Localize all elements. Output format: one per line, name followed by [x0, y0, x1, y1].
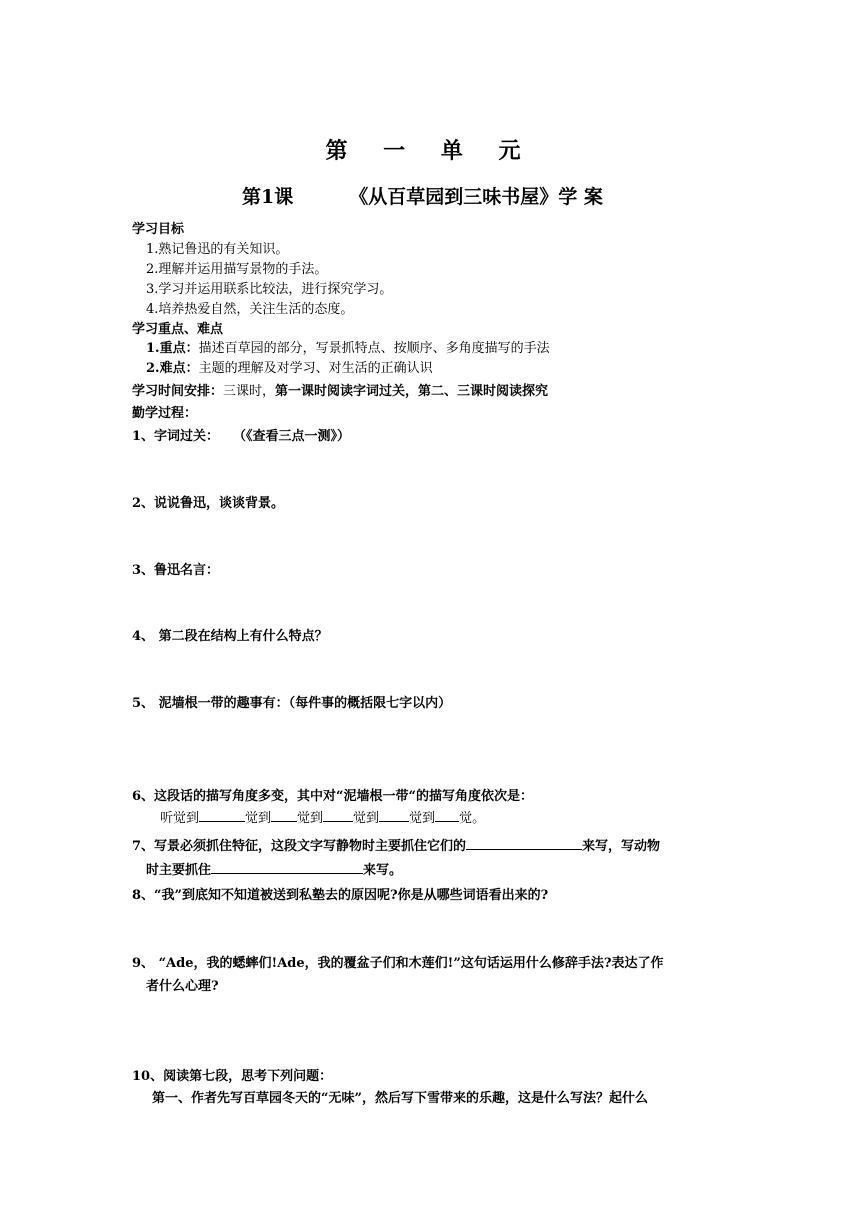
answer-blank[interactable] [466, 837, 582, 850]
focus-line [146, 337, 550, 356]
question-6-fill-line: 听觉到 觉到 觉到 觉到 觉到 觉。 [160, 811, 486, 826]
objective-item: 2.理解并运用描写景物的手法。 [146, 262, 328, 277]
answer-blank[interactable] [435, 809, 459, 822]
unit-title: 第 一 单 元 [325, 138, 535, 164]
answer-blank[interactable] [199, 809, 245, 822]
lesson-title [242, 182, 603, 209]
answer-blank[interactable] [271, 809, 297, 822]
objective-item: 3.学习并运用联系比较法，进行探究学习。 [146, 282, 393, 297]
question-8: 8、“我”到底知不知道被送到私塾去的原因呢?你是从哪些词语看出来的? [132, 888, 549, 903]
question-4: 4、 第二段在结构上有什么特点？ [132, 629, 328, 644]
objective-item: 1.熟记鲁迅的有关知识。 [146, 242, 289, 257]
question-5: 5、 泥墙根一带的趣事有：（每件事的概括限七字以内） [132, 696, 452, 711]
answer-blank[interactable] [379, 809, 409, 822]
question-2: 2、说说鲁迅，谈谈背景。 [132, 496, 285, 511]
answer-blank[interactable] [323, 809, 353, 822]
question-10-heading: 10、阅读第七段，思考下列问题： [132, 1069, 333, 1084]
key-points-heading: 学习重点、难点 [132, 322, 224, 337]
question-7-line-2: 时主要抓住 来写。 [146, 863, 403, 878]
schedule-label: 学习时间安排： [132, 384, 224, 399]
difficulty-line [146, 357, 433, 376]
question-3: 3、鲁迅名言： [132, 563, 220, 578]
question-7-line-1: 7、写景必须抓住特征，这段文字写静物时主要抓住它们的 来写，写动物 [132, 839, 661, 854]
answer-blank[interactable] [211, 861, 363, 874]
question-1 [132, 425, 350, 444]
process-heading: 勤学过程： [132, 406, 198, 421]
schedule-line [132, 380, 548, 399]
focus-label: 1.重点： [146, 341, 199, 356]
lesson-name: 《从百草园到三味书屋》学 案 [349, 186, 603, 208]
question-6: 6、这段话的描写角度多变，其中对“泥墙根一带“的描写角度依次是： [132, 789, 534, 804]
question-1-label: 1、字词过关： [132, 429, 220, 444]
question-9-line-1: 9、 “Ade，我的蟋蟀们!Ade，我的覆盆子们和木莲们!”这句话运用什么修辞手法?表达了作 [132, 956, 664, 971]
schedule-rest: 第一课时阅读字词过关，第二、三课时阅读探究 [275, 384, 549, 399]
question-10-sub-1: 第一、作者先写百草园冬天的“无味”，然后写下雪带来的乐趣，这是什么写法？起什么 [152, 1091, 648, 1106]
question-1-note: （《查看三点一测》） [233, 429, 351, 444]
difficulty-text: 主题的理解及对学习、对生活的正确认识 [198, 361, 433, 376]
difficulty-label: 2.难点： [146, 361, 199, 376]
objective-item: 4.培养热爱自然，关注生活的态度。 [146, 302, 354, 317]
lesson-number: 第1课 [242, 186, 294, 208]
schedule-plain: 三课时， [223, 384, 276, 399]
question-9-line-2: 者什么心理? [146, 979, 219, 994]
objectives-heading: 学习目标 [132, 222, 185, 237]
focus-text: 描述百草园的部分，写景抓特点、按顺序、多角度描写的手法 [198, 341, 550, 356]
